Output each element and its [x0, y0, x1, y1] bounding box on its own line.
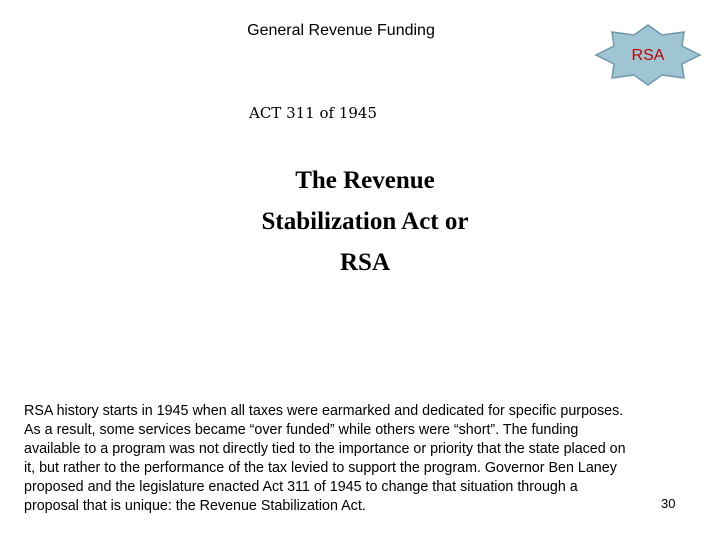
body-line: proposal that is unique: the Revenue Stabilization Act. [24, 498, 366, 514]
body-line: RSA history starts in 1945 when all taxes were earmarked and dedicated for specific purposes. [24, 403, 624, 419]
page-number: 30 [661, 496, 676, 511]
body-paragraph [24, 402, 714, 516]
body-line: available to a program was not directly tied to the importance or priority that the state placed on [24, 441, 626, 457]
main-title [200, 160, 530, 283]
rsa-star-badge [594, 24, 702, 86]
main-title-line: RSA [339, 249, 390, 276]
main-title-line: The Revenue [295, 167, 435, 194]
body-line: proposed and the legislature enacted Act 311 of 1945 to change that situation through a [24, 479, 578, 495]
body-line: As a result, some services became “over funded” while others were “short”. The funding [24, 422, 579, 438]
badge-label: RSA [631, 47, 665, 64]
main-title-line: Stabilization Act or [261, 208, 469, 235]
body-line: it, but rather to the performance of the tax levied to support the program. Governor Ben Laney [24, 460, 617, 476]
page-header-title: General Revenue Funding [247, 22, 435, 39]
act-reference: ACT 311 of 1945 [249, 104, 378, 122]
